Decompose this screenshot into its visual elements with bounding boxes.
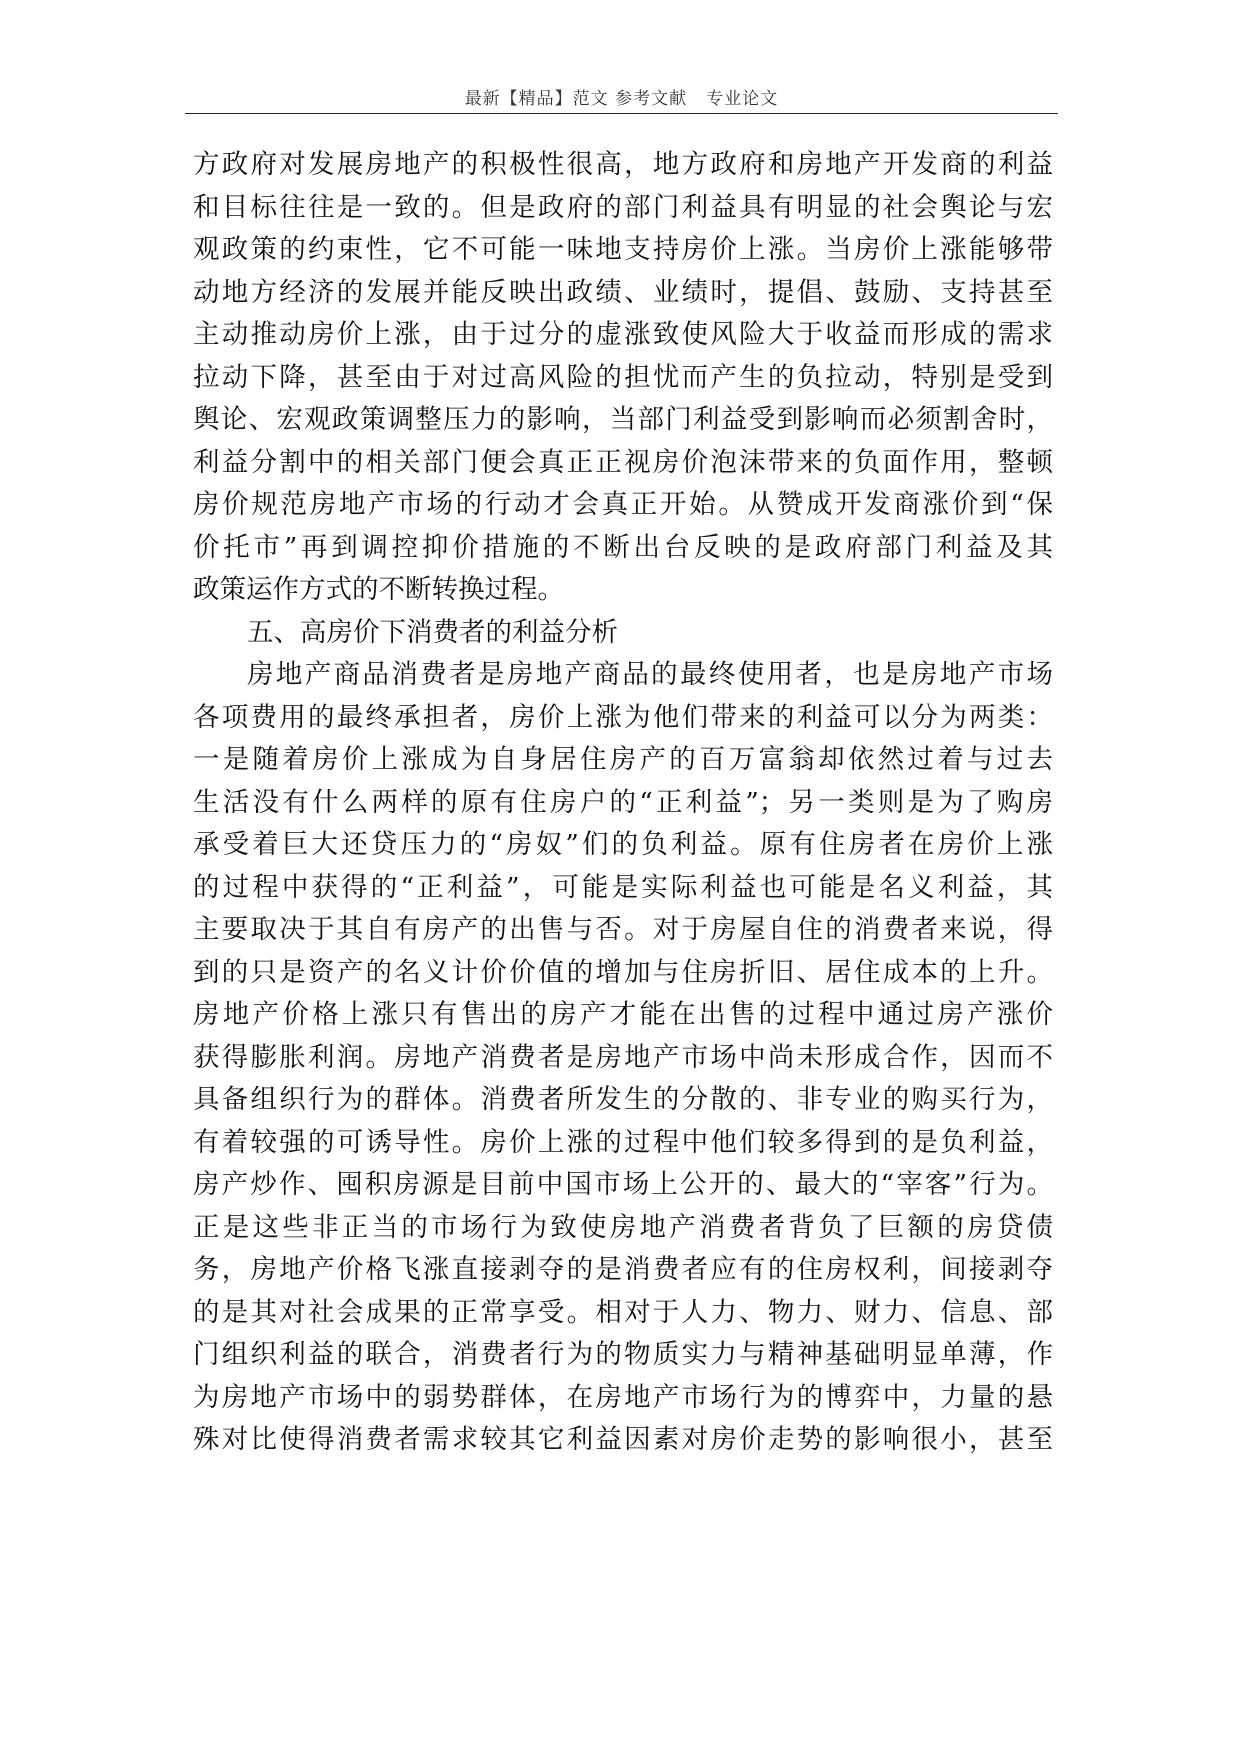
body-line: 门组织利益的联合，消费者行为的物质实力与精神基础明显单薄，作 (193, 1339, 1053, 1370)
page-header: 最新【精品】范文 参考文献 专业论文 (464, 89, 779, 109)
body-line: 价托市”再到调控抑价措施的不断出台反映的是政府部门利益及其 (193, 531, 1053, 563)
body-line: 房地产价格上涨只有售出的房产才能在出售的过程中通过房产涨价 (193, 999, 1053, 1030)
body-line: 政策运作方式的不断转换过程。 (193, 574, 564, 605)
body-line: 拉动下降，甚至由于对过高风险的担忧而产生的负拉动，特别是受到 (193, 361, 1053, 393)
body-line: 和目标往往是一致的。但是政府的部门利益具有明显的社会舆论与宏 (193, 191, 1053, 223)
body-line: 具备组织行为的群体。消费者所发生的分散的、非专业的购买行为， (193, 1084, 1053, 1115)
body-line: 务，房地产价格飞涨直接剥夺的是消费者应有的住房权利，间接剥夺 (193, 1254, 1053, 1285)
body-line: 生活没有什么两样的原有住房户的“正利益”；另一类则是为了购房 (193, 786, 1053, 818)
body-line: 一是随着房价上涨成为自身居住房产的百万富翁却依然过着与过去 (193, 744, 1053, 775)
body-line: 方政府对发展房地产的积极性很高，地方政府和房地产开发商的利益 (193, 149, 1053, 180)
body-line: 有着较强的可诱导性。房价上涨的过程中他们较多得到的是负利益， (193, 1126, 1053, 1158)
body-line: 舆论、宏观政策调整压力的影响，当部门利益受到影响而必须割舍时， (193, 404, 1053, 435)
header-divider (185, 113, 1058, 114)
body-line: 的是其对社会成果的正常享受。相对于人力、物力、财力、信息、部 (193, 1296, 1053, 1328)
document-body (193, 144, 1053, 1462)
body-line: 的过程中获得的“正利益”，可能是实际利益也可能是名义利益，其 (193, 871, 1053, 903)
body-line: 主要取决于其自有房产的出售与否。对于房屋自住的消费者来说，得 (193, 914, 1053, 945)
body-line: 房地产商品消费者是房地产商品的最终使用者，也是房地产市场 (247, 659, 1053, 690)
section-heading: 五、高房价下消费者的利益分析 (247, 616, 618, 648)
body-line: 到的只是资产的名义计价价值的增加与住房折旧、居住成本的上升。 (193, 956, 1053, 988)
body-line: 主动推动房价上涨，由于过分的虚涨致使风险大于收益而形成的需求 (193, 319, 1053, 350)
body-line: 利益分割中的相关部门便会真正正视房价泡沫带来的负面作用，整顿 (193, 446, 1053, 478)
body-line: 观政策的约束性，它不可能一味地支持房价上涨。当房价上涨能够带 (193, 234, 1053, 265)
body-line: 殊对比使得消费者需求较其它利益因素对房价走势的影响很小，甚至 (193, 1424, 1053, 1455)
body-line: 房产炒作、囤积房源是目前中国市场上公开的、最大的“宰客”行为。 (193, 1169, 1053, 1200)
body-line: 房价规范房地产市场的行动才会真正开始。从赞成开发商涨价到“保 (193, 489, 1053, 520)
body-line: 正是这些非正当的市场行为致使房地产消费者背负了巨额的房贷债 (193, 1211, 1053, 1243)
body-line: 获得膨胀利润。房地产消费者是房地产市场中尚未形成合作，因而不 (193, 1041, 1053, 1073)
body-line: 为房地产市场中的弱势群体，在房地产市场行为的博弈中，力量的悬 (193, 1381, 1053, 1413)
body-line: 承受着巨大还贷压力的“房奴”们的负利益。原有住房者在房价上涨 (193, 829, 1053, 860)
body-line: 各项费用的最终承担者，房价上涨为他们带来的利益可以分为两类： (193, 701, 1053, 733)
body-line: 动地方经济的发展并能反映出政绩、业绩时，提倡、鼓励、支持甚至 (193, 276, 1053, 308)
